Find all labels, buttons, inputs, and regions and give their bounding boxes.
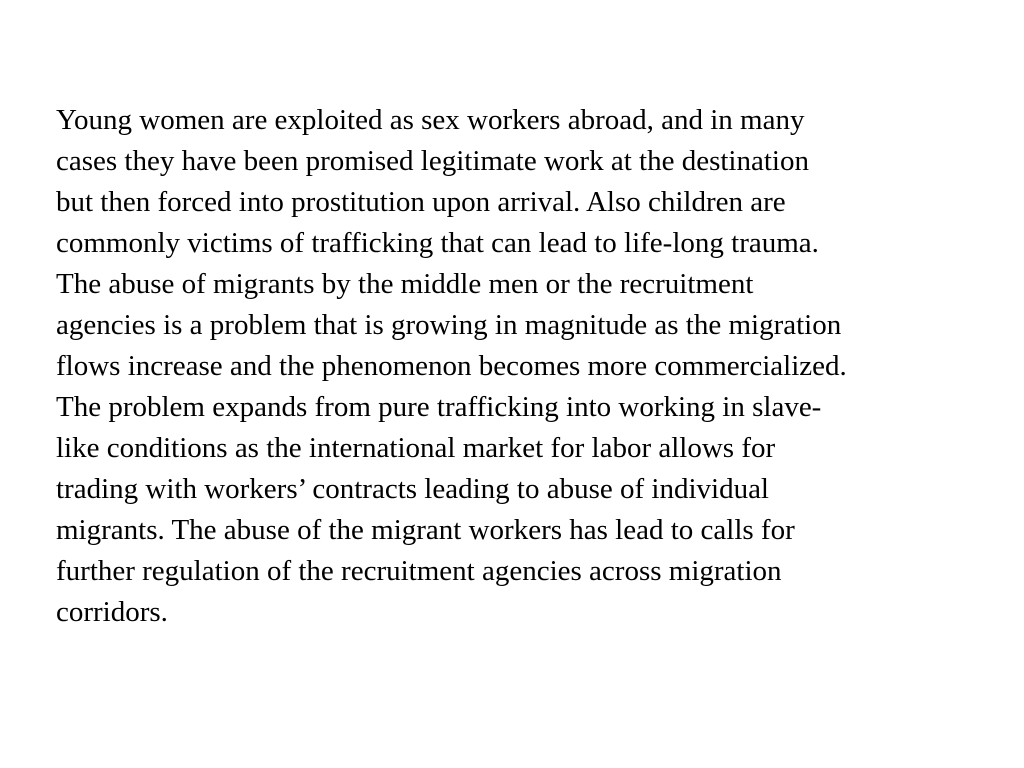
paragraph-line: corridors.	[56, 596, 168, 628]
paragraph-line: The abuse of migrants by the middle men or the recruitment	[56, 268, 754, 300]
paragraph-line: The problem expands from pure trafficking into working in slave-	[56, 391, 822, 423]
paragraph-line: like conditions as the international market for labor allows for	[56, 432, 776, 464]
paragraph-line: agencies is a problem that is growing in magnitude as the migration	[56, 309, 842, 341]
paragraph-line: flows increase and the phenomenon becomes more commercialized.	[56, 350, 847, 382]
paragraph-line: Young women are exploited as sex workers abroad, and in many	[56, 104, 805, 136]
paragraph-line: trading with workers’ contracts leading to abuse of individual	[56, 473, 769, 505]
paragraph-line: cases they have been promised legitimate work at the destination	[56, 145, 809, 177]
paragraph-line: migrants. The abuse of the migrant workers has lead to calls for	[56, 514, 795, 546]
paragraph-line: further regulation of the recruitment agencies across migration	[56, 555, 782, 587]
paragraph-line: commonly victims of trafficking that can lead to life-long trauma.	[56, 227, 819, 259]
body-paragraph	[56, 100, 1006, 633]
paragraph-line: but then forced into prostitution upon arrival. Also children are	[56, 186, 786, 218]
